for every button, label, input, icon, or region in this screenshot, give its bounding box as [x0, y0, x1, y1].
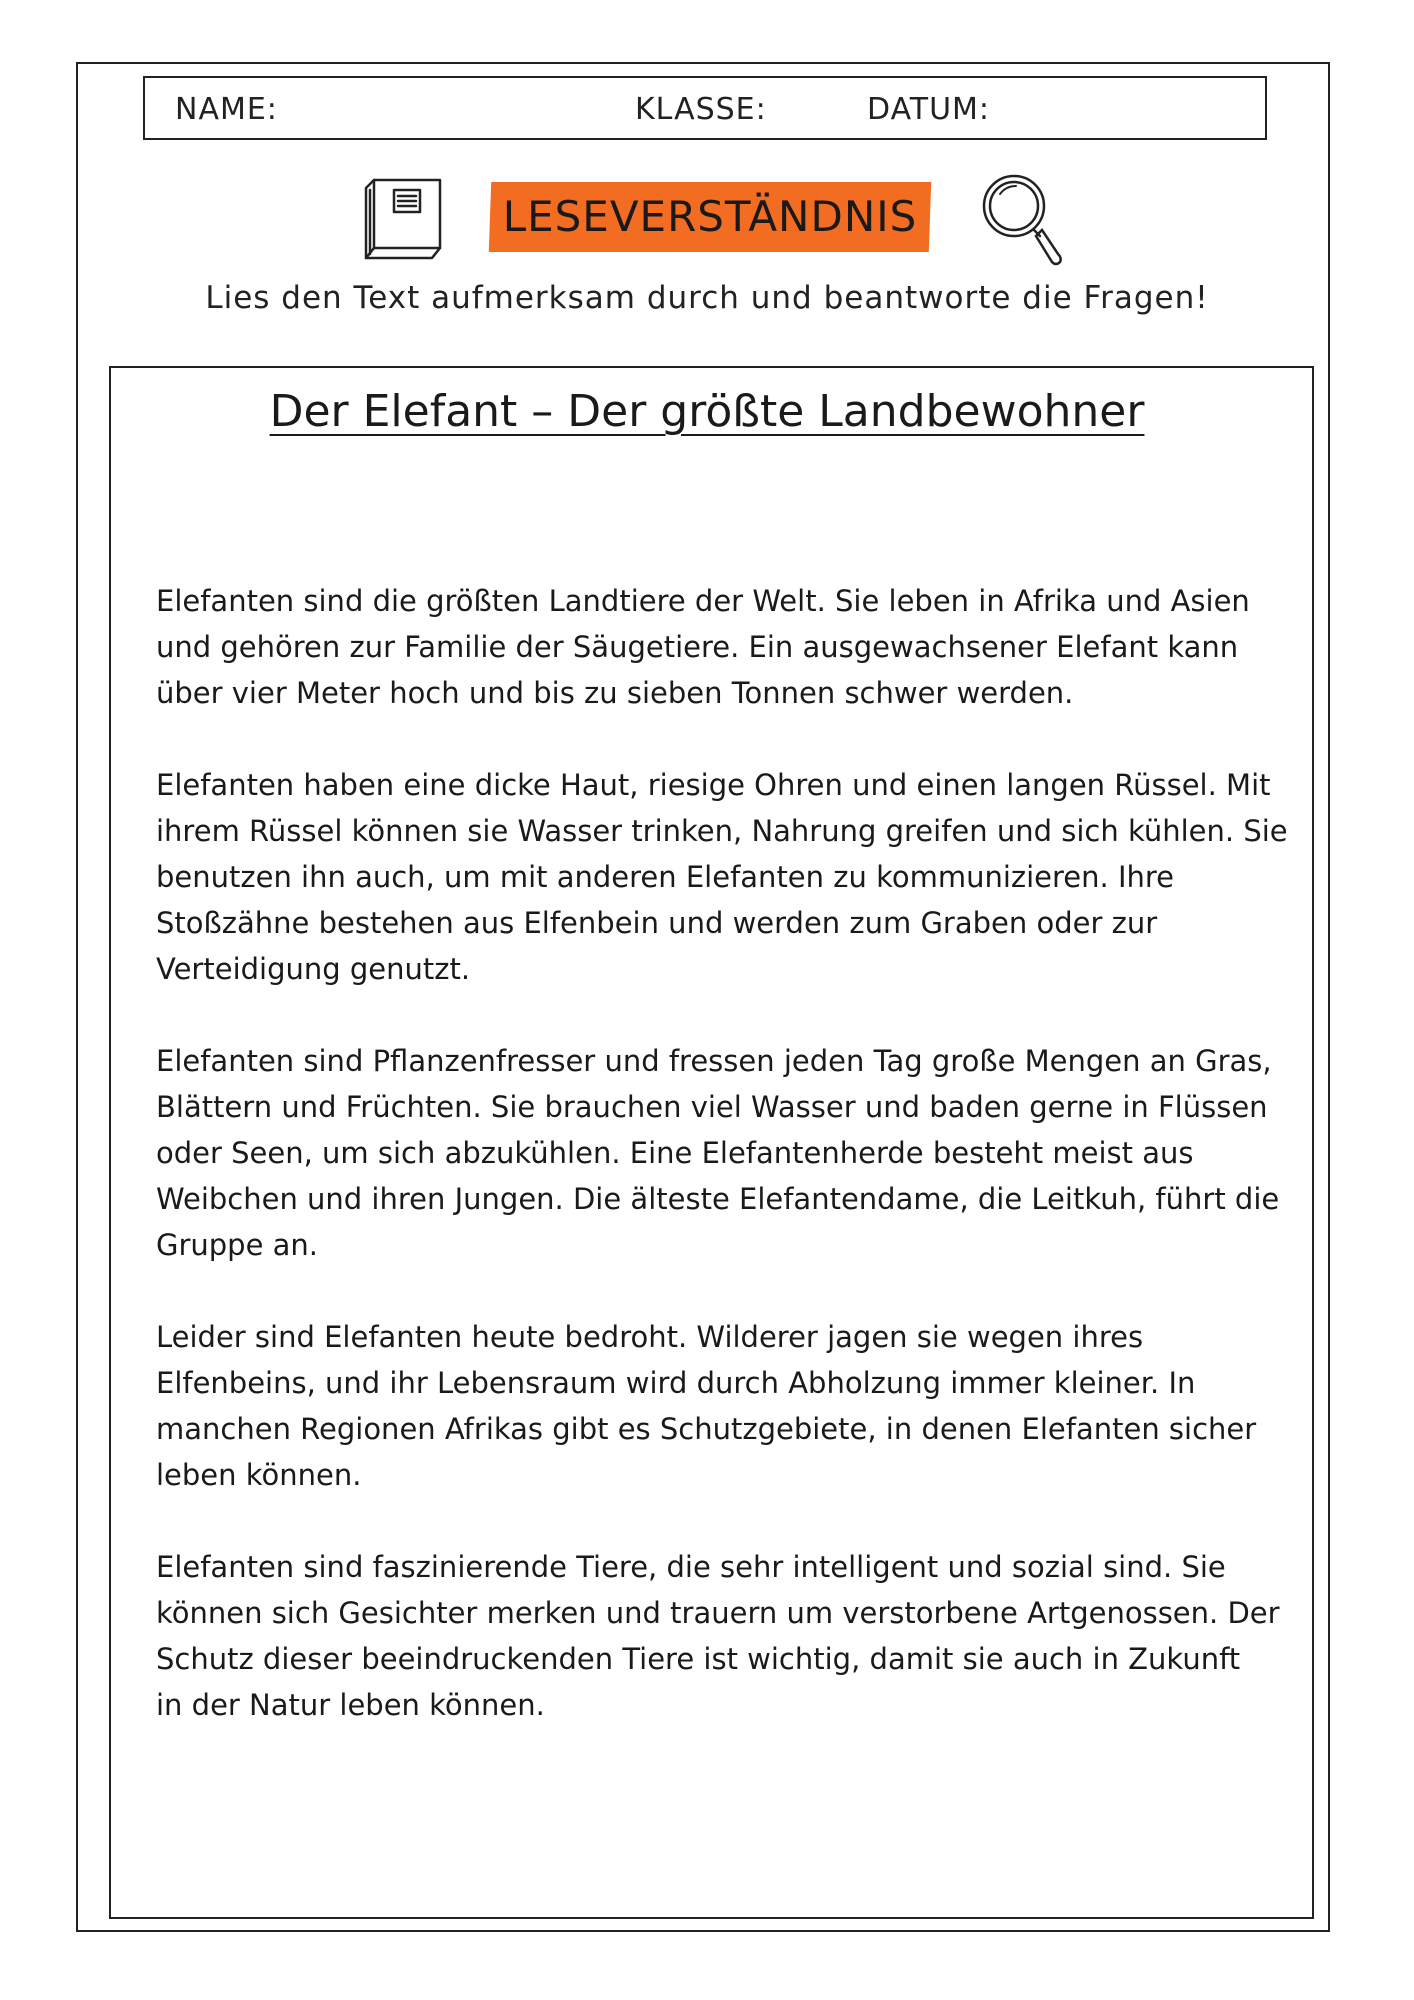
worksheet-type-title: LESEVERSTÄNDNIS [502, 192, 918, 241]
text-line: können sich Gesichter merken und trauern um verstorbene Artgenossen. Der [156, 1596, 1280, 1630]
text-line: Elefanten sind Pflanzenfresser und fressen jeden Tag große Mengen an Gras, [156, 1044, 1272, 1078]
date-label[interactable]: DATUM: [867, 92, 991, 127]
paragraph-1 [156, 578, 1276, 716]
student-info-header [143, 76, 1267, 140]
text-line: Gruppe an. [156, 1228, 319, 1262]
magnifier-icon [978, 170, 1062, 270]
text-line: manchen Regionen Afrikas gibt es Schutzgebiete, in denen Elefanten sicher [156, 1412, 1257, 1446]
paragraph-4 [156, 1314, 1276, 1498]
name-label[interactable]: NAME: [175, 92, 278, 127]
book-icon [360, 176, 444, 262]
text-line: Elfenbeins, und ihr Lebensraum wird durch Abholzung immer kleiner. In [156, 1366, 1196, 1400]
text-line: ihrem Rüssel können sie Wasser trinken, Nahrung greifen und sich kühlen. Sie [156, 814, 1288, 848]
paragraph-3 [156, 1038, 1280, 1268]
article-title: Der Elefant – Der größte Landbewohner [269, 386, 1145, 437]
text-line: über vier Meter hoch und bis zu sieben Tonnen schwer werden. [156, 676, 1074, 710]
text-line: Leider sind Elefanten heute bedroht. Wilderer jagen sie wegen ihres [156, 1320, 1144, 1354]
text-line: Blättern und Früchten. Sie brauchen viel Wasser und baden gerne in Flüssen [156, 1090, 1268, 1124]
text-line: oder Seen, um sich abzukühlen. Eine Elefantenherde besteht meist aus [156, 1136, 1194, 1170]
text-line: leben können. [156, 1458, 362, 1492]
paragraph-2 [156, 762, 1288, 992]
text-line: Elefanten sind die größten Landtiere der Welt. Sie leben in Afrika und Asien [156, 584, 1250, 618]
text-line: Schutz dieser beeindruckenden Tiere ist wichtig, damit sie auch in Zukunft [156, 1642, 1241, 1676]
text-line: in der Natur leben können. [156, 1688, 545, 1722]
text-line: Elefanten haben eine dicke Haut, riesige Ohren und einen langen Rüssel. Mit [156, 768, 1271, 802]
paragraph-5 [156, 1544, 1280, 1728]
text-line: und gehören zur Familie der Säugetiere. Ein ausgewachsener Elefant kann [156, 630, 1239, 664]
instruction-text: Lies den Text aufmerksam durch und beantworte die Fragen! [205, 280, 1209, 316]
text-line: Stoßzähne bestehen aus Elfenbein und werden zum Graben oder zur [156, 906, 1158, 940]
text-line: benutzen ihn auch, um mit anderen Elefanten zu kommunizieren. Ihre [156, 860, 1175, 894]
text-line: Verteidigung genutzt. [156, 952, 471, 986]
text-line: Elefanten sind faszinierende Tiere, die sehr intelligent und sozial sind. Sie [156, 1550, 1226, 1584]
text-line: Weibchen und ihren Jungen. Die älteste Elefantendame, die Leitkuh, führt die [156, 1182, 1280, 1216]
class-label[interactable]: KLASSE: [635, 92, 767, 127]
